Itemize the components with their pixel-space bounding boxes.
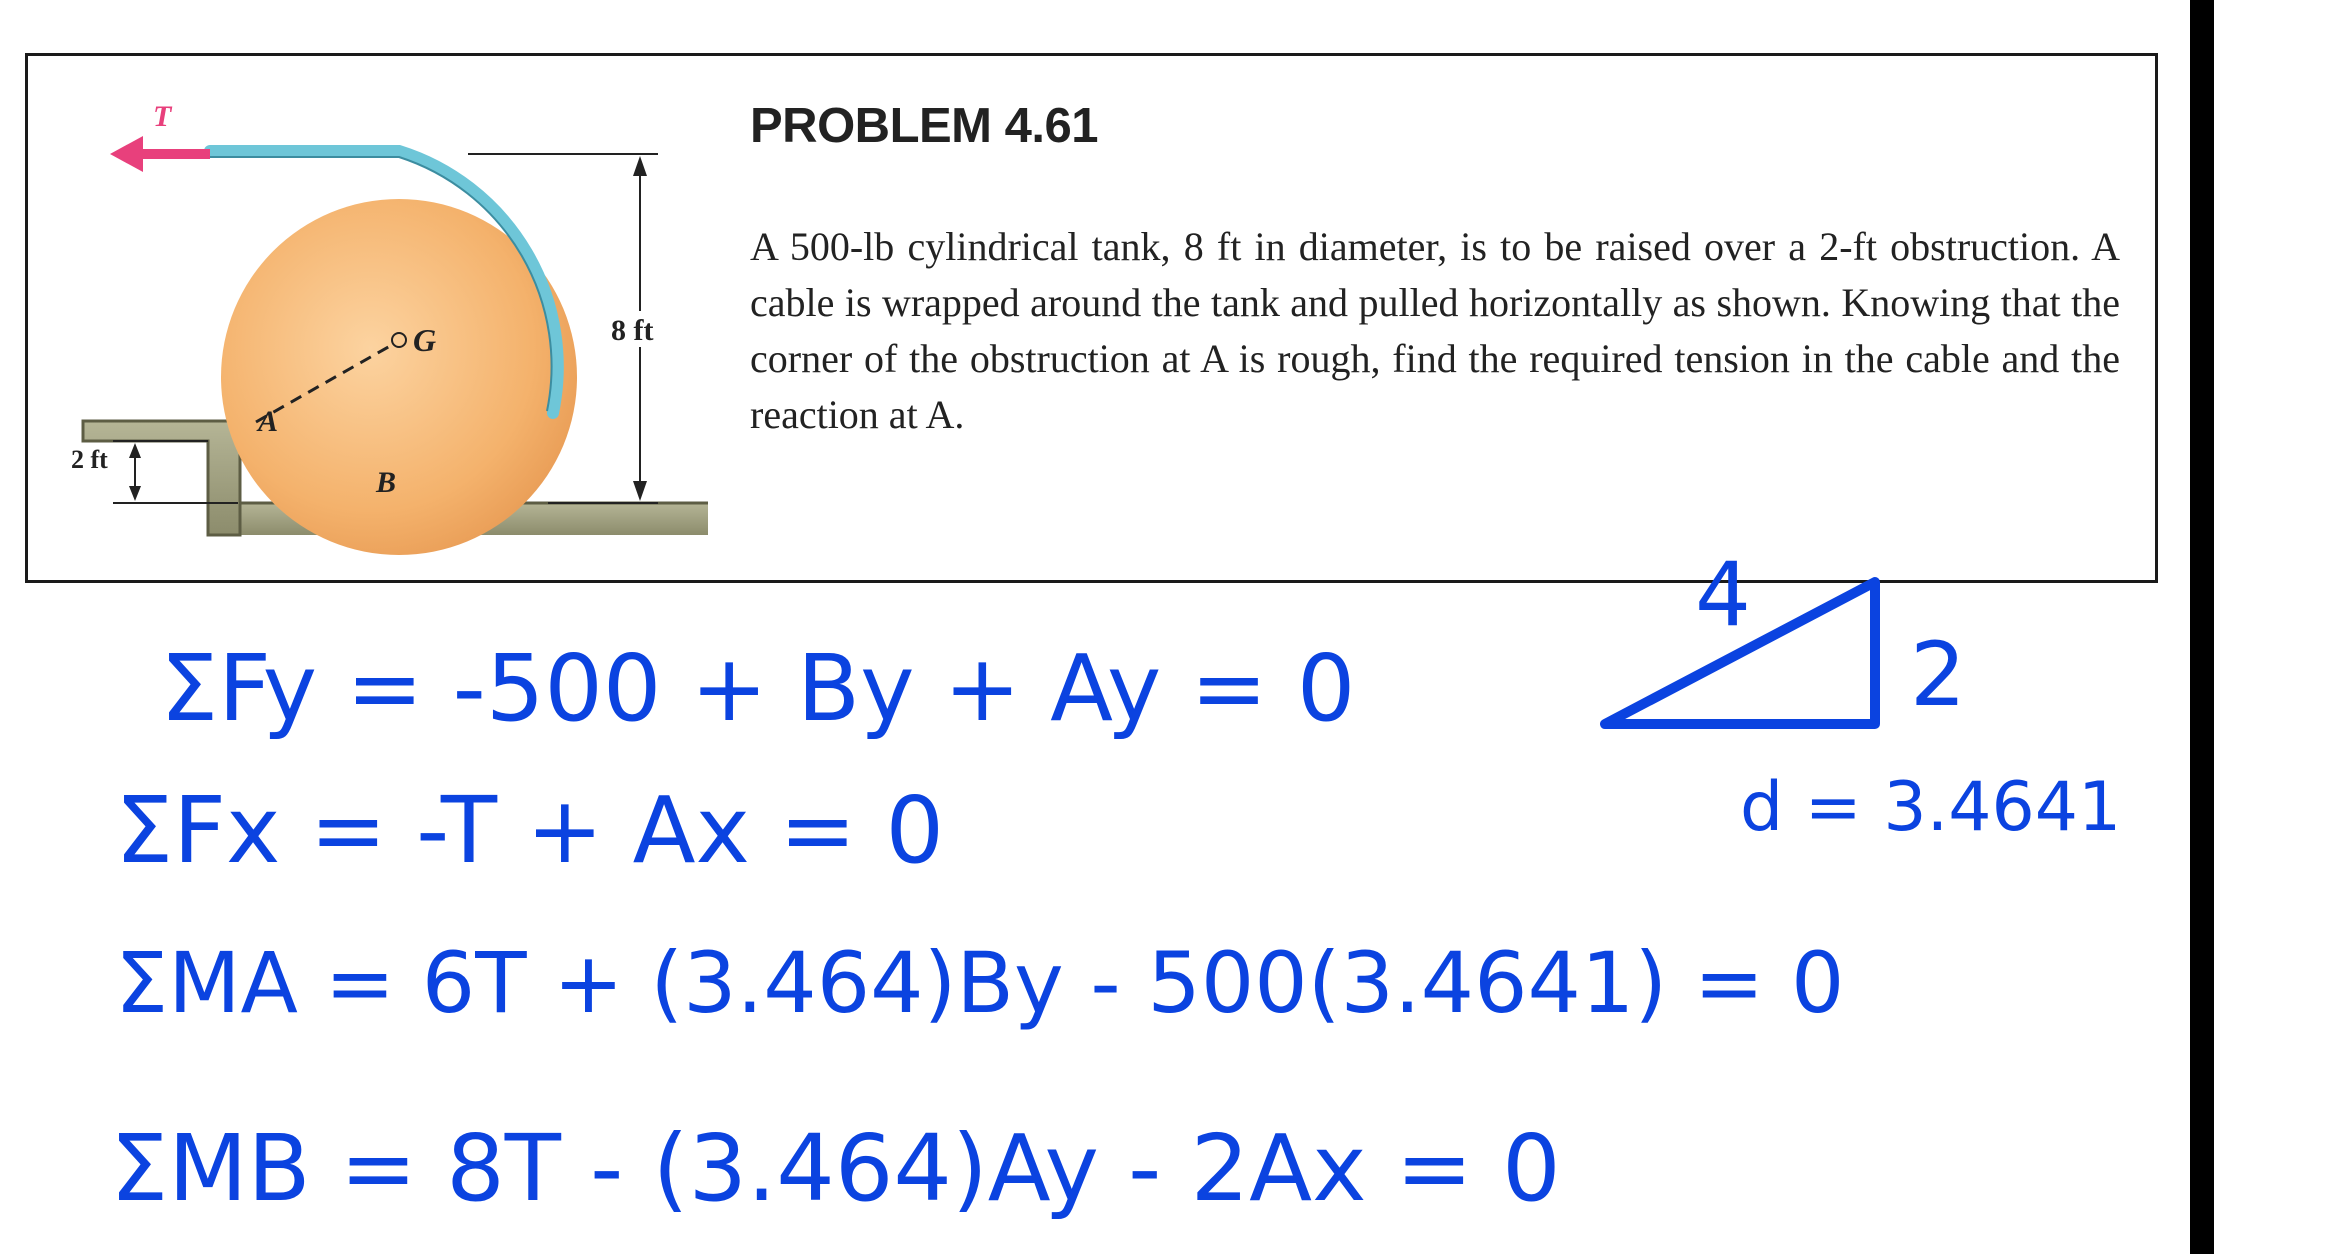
triangle-hypotenuse-label: 4 xyxy=(1695,543,1751,646)
point-a-label: A xyxy=(258,405,279,438)
tension-label: T xyxy=(153,100,172,133)
obstruction-height-label: 2 ft xyxy=(71,445,108,474)
equation-sum-ma: ΣMA = 6T + (3.464)By - 500(3.4641) = 0 xyxy=(115,934,1845,1032)
diameter-label: 8 ft xyxy=(611,314,654,347)
equation-sum-fx: ΣFx = -T + Ax = 0 xyxy=(115,777,945,884)
center-label: G xyxy=(413,322,437,358)
equation-sum-mb: ΣMB = 8T - (3.464)Ay - 2Ax = 0 xyxy=(110,1115,1561,1222)
problem-statement: A 500-lb cylindrical tank, 8 ft in diameter, is to be raised over a 2-ft obstruction. A cable is wrapped around the tank and pulled horizontally as shown. Knowing that the corner of the obstruction at A is rough, find the required tension in the cable and the reaction at A. xyxy=(750,224,2120,437)
equation-sum-fy: ΣFy = -500 + By + Ay = 0 xyxy=(160,635,1356,742)
triangle-height-label: 2 xyxy=(1910,623,1966,726)
triangle-base-label: d = 3.4641 xyxy=(1740,768,2122,847)
point-b-label: B xyxy=(376,466,397,499)
problem-title: PROBLEM 4.61 xyxy=(750,99,1098,153)
